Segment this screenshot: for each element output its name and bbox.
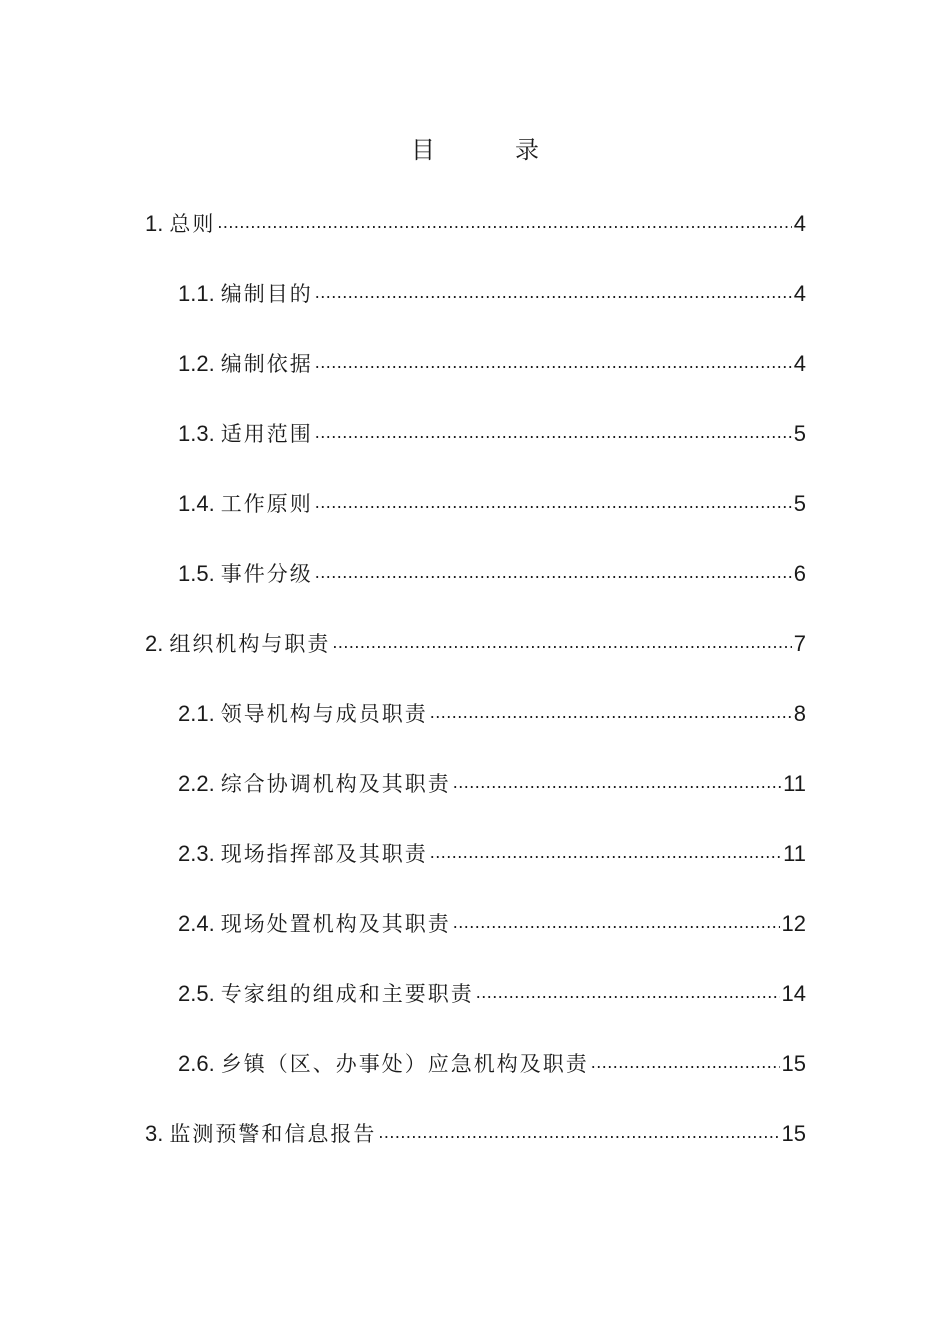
dot-leader (315, 349, 792, 371)
toc-entry[interactable] (178, 418, 806, 458)
toc-entry-label: 现场指挥部及其职责 (220, 842, 428, 866)
toc-entry[interactable] (145, 1118, 806, 1158)
toc-entry-label: 专家组的组成和主要职责 (220, 982, 474, 1006)
toc-entry-number: 1.2. (178, 351, 215, 376)
toc-entry-number: 2.1. (178, 701, 215, 726)
toc-entry-label: 工作原则 (220, 492, 313, 516)
toc-entry-label: 领导机构与成员职责 (220, 702, 428, 726)
dot-leader (591, 1049, 780, 1071)
toc-entry-page: 4 (793, 211, 806, 236)
dot-leader (315, 419, 792, 441)
toc-entry-number: 1.4. (178, 491, 215, 516)
dot-leader (315, 279, 792, 301)
toc-title-char-2: 录 (515, 136, 539, 164)
toc-entry[interactable] (178, 838, 806, 878)
toc-entry[interactable] (178, 978, 806, 1018)
toc-entry-number: 2.6. (178, 1051, 215, 1076)
dot-leader (430, 699, 792, 721)
toc-entry-page: 11 (783, 841, 806, 866)
toc-entry-page: 5 (793, 491, 806, 516)
toc-entry-label: 乡镇（区、办事处）应急机构及职责 (220, 1052, 589, 1076)
toc-entry-label: 适用范围 (220, 422, 313, 446)
toc-entry-label: 编制依据 (220, 352, 313, 376)
toc-entry-number: 2.3. (178, 841, 215, 866)
toc-entry[interactable] (178, 558, 806, 598)
toc-entry[interactable] (145, 628, 806, 668)
dot-leader (430, 839, 781, 861)
dot-leader (315, 559, 792, 581)
toc-entry[interactable] (178, 908, 806, 948)
toc-entry-label: 编制目的 (220, 282, 313, 306)
toc-entry-page: 5 (793, 421, 806, 446)
toc-entry[interactable] (178, 278, 806, 318)
toc-entry-number: 3. (145, 1121, 164, 1146)
toc-entry-page: 11 (783, 771, 806, 796)
toc-entry-number: 1.5. (178, 561, 215, 586)
toc-entry-page: 15 (781, 1121, 806, 1146)
toc-entry-label: 监测预警和信息报告 (169, 1122, 377, 1146)
toc-entry-number: 2.5. (178, 981, 215, 1006)
toc-entry-label: 事件分级 (220, 562, 313, 586)
toc-entry-page: 6 (793, 561, 806, 586)
toc-entry-page: 8 (793, 701, 806, 726)
dot-leader (378, 1119, 779, 1141)
dot-leader (453, 769, 781, 791)
toc-entry[interactable] (178, 348, 806, 388)
toc-entry-number: 2. (145, 631, 164, 656)
toc-entry-label: 总则 (169, 212, 216, 236)
toc-entry-page: 15 (781, 1051, 806, 1076)
toc-entry-page: 14 (781, 981, 806, 1006)
dot-leader (217, 209, 791, 231)
toc-entry-number: 2.2. (178, 771, 215, 796)
toc-entry-label: 综合协调机构及其职责 (220, 772, 451, 796)
dot-leader (315, 489, 792, 511)
toc-entry-number: 1.1. (178, 281, 215, 306)
toc-entry-label: 现场处置机构及其职责 (220, 912, 451, 936)
dot-leader (476, 979, 780, 1001)
dot-leader (332, 629, 791, 651)
toc-entry[interactable] (178, 698, 806, 738)
toc-entry-number: 1.3. (178, 421, 215, 446)
toc-entry[interactable] (178, 1048, 806, 1088)
toc-entry-page: 7 (793, 631, 806, 656)
toc-entry-number: 2.4. (178, 911, 215, 936)
toc-entry-page: 4 (793, 351, 806, 376)
toc-entry[interactable] (178, 488, 806, 528)
toc-entry-page: 4 (793, 281, 806, 306)
toc-title-char-1: 目 (411, 136, 435, 164)
toc-entry-page: 12 (781, 911, 806, 936)
toc-entry[interactable] (178, 768, 806, 808)
toc-entry-number: 1. (145, 211, 164, 236)
toc-entry-label: 组织机构与职责 (169, 632, 331, 656)
dot-leader (453, 909, 780, 931)
toc-title (0, 130, 950, 165)
toc-entry[interactable] (145, 208, 806, 248)
